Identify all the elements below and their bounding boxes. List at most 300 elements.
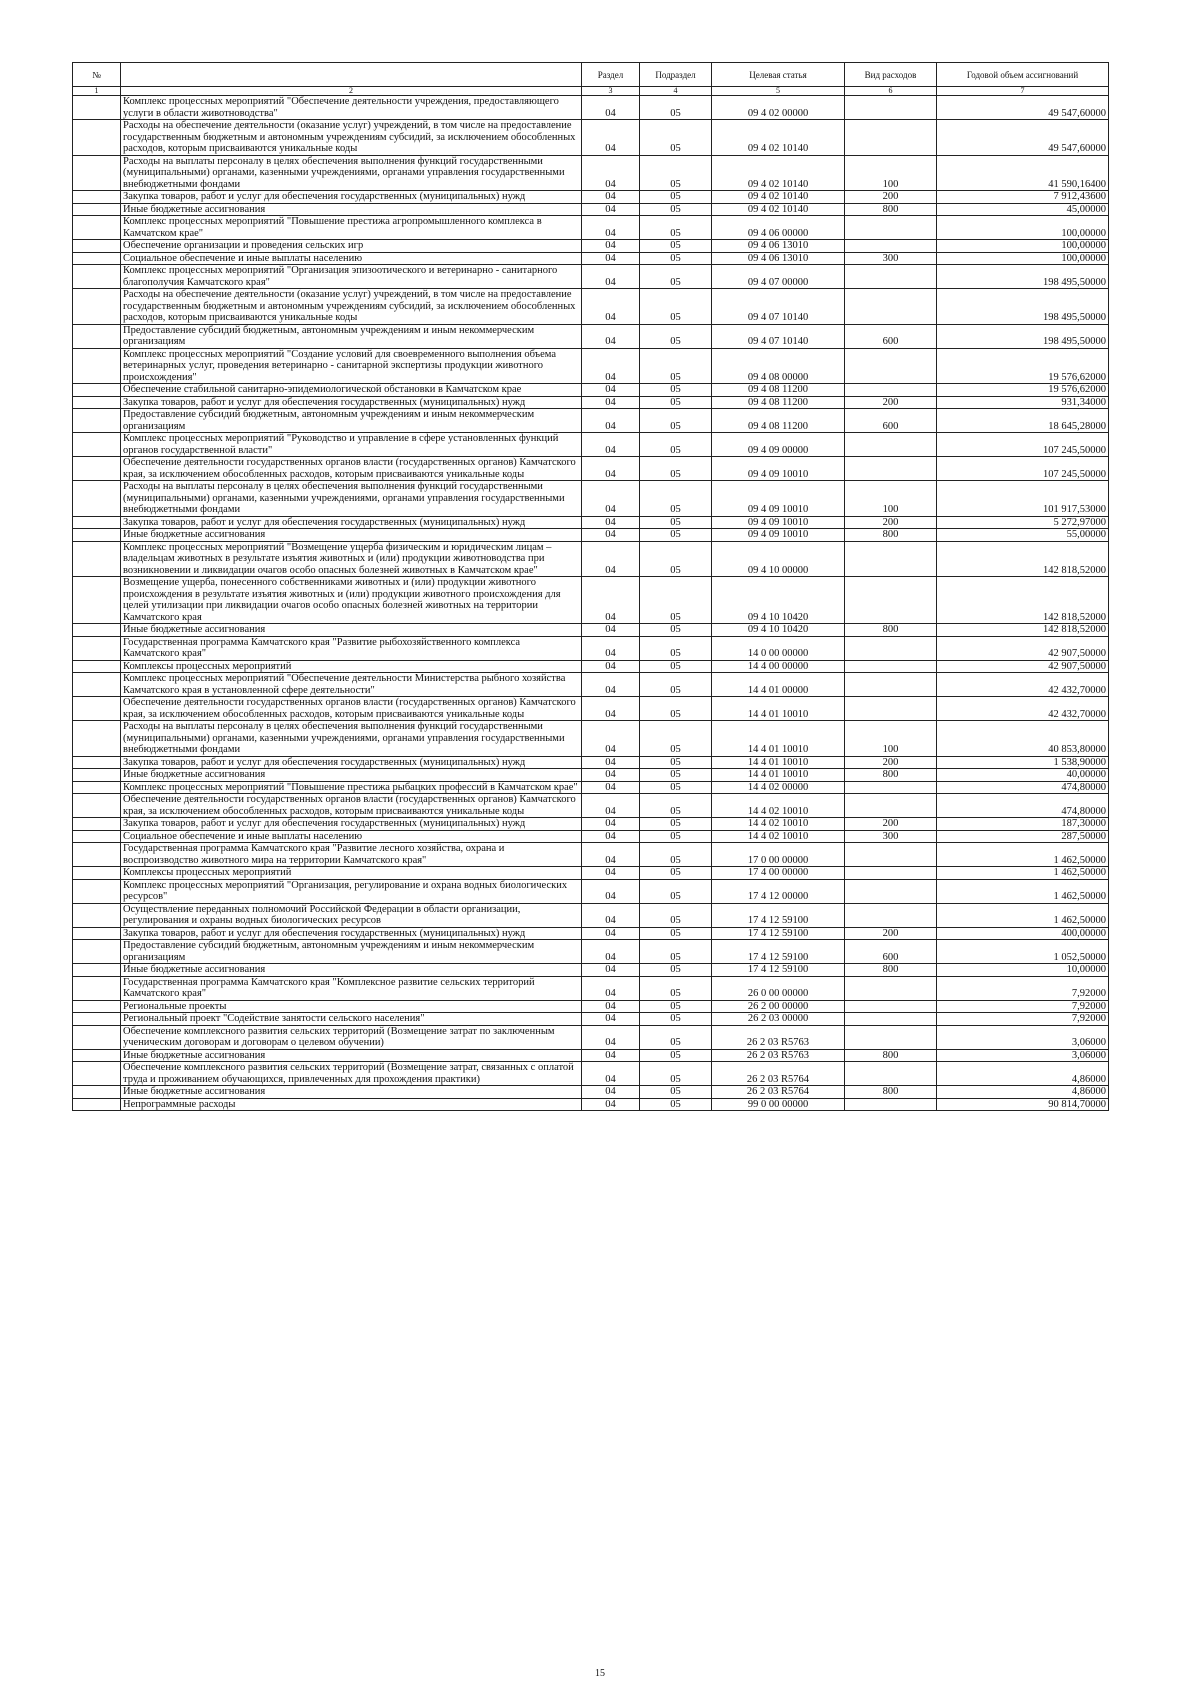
cell-name: Иные бюджетные ассигнования: [121, 624, 582, 637]
table-row: [73, 516, 1109, 529]
table-row: [73, 541, 1109, 577]
cell-section: 04: [582, 216, 640, 240]
cell-name: Возмещение ущерба, понесенного собственниками животных и (или) продукции животного происхождения в результате изъятия животных и (или) продукции животного происхождения для целей утилизации при ликвидации очагов особо опасных болезней животных на территории Камчатского края: [121, 577, 582, 624]
cell-num: [73, 794, 121, 818]
header-section: Раздел: [582, 63, 640, 87]
cell-name: Комплекс процессных мероприятий "Организация эпизоотического и ветеринарно - санитарного благополучия Камчатского края": [121, 265, 582, 289]
cell-amount: 42 432,70000: [937, 697, 1109, 721]
cell-section: 04: [582, 348, 640, 384]
cell-num: [73, 867, 121, 880]
cell-target: 09 4 10 10420: [712, 624, 845, 637]
cell-name: Комплекс процессных мероприятий "Организация, регулирование и охрана водных биологических ресурсов": [121, 879, 582, 903]
cell-target: 09 4 10 00000: [712, 541, 845, 577]
cell-type: [845, 1025, 937, 1049]
cell-type: [845, 636, 937, 660]
header-amount: Годовой объем ассигнований: [937, 63, 1109, 87]
cell-section: 04: [582, 541, 640, 577]
cell-amount: 4,86000: [937, 1062, 1109, 1086]
cell-subsection: 05: [640, 384, 712, 397]
cell-name: Предоставление субсидий бюджетным, автономным учреждениям и иным некоммерческим организациям: [121, 409, 582, 433]
cell-subsection: 05: [640, 324, 712, 348]
cell-section: 04: [582, 577, 640, 624]
cell-amount: 142 818,52000: [937, 577, 1109, 624]
cell-name: Комплекс процессных мероприятий "Повышение престижа рыбацких профессий в Камчатском крае": [121, 781, 582, 794]
cell-amount: 42 907,50000: [937, 660, 1109, 673]
cell-subsection: 05: [640, 903, 712, 927]
cell-subsection: 05: [640, 624, 712, 637]
table-row: [73, 384, 1109, 397]
cell-num: [73, 155, 121, 191]
table-row: [73, 203, 1109, 216]
cell-type: 100: [845, 155, 937, 191]
cell-subsection: 05: [640, 155, 712, 191]
cell-name: Расходы на обеспечение деятельности (оказание услуг) учреждений, в том числе на предоставление государственным бюджетным и автономным учреждениям субсидий, за исключением обособленных расходов, которым присваиваются уникальные коды: [121, 289, 582, 325]
cell-subsection: 05: [640, 781, 712, 794]
cell-amount: 49 547,60000: [937, 96, 1109, 120]
cell-num: [73, 1086, 121, 1099]
cell-num: [73, 240, 121, 253]
cell-num: [73, 252, 121, 265]
cell-amount: 474,80000: [937, 781, 1109, 794]
cell-amount: 55,00000: [937, 529, 1109, 542]
cell-subsection: 05: [640, 830, 712, 843]
table-row: [73, 481, 1109, 517]
cell-target: 09 4 06 13010: [712, 240, 845, 253]
cell-num: [73, 818, 121, 831]
cell-amount: 3,06000: [937, 1049, 1109, 1062]
cell-amount: 45,00000: [937, 203, 1109, 216]
table-row: [73, 818, 1109, 831]
budget-table: [72, 62, 1109, 1111]
cell-target: 99 0 00 00000: [712, 1098, 845, 1111]
cell-target: 17 4 12 59100: [712, 927, 845, 940]
cell-subsection: 05: [640, 516, 712, 529]
table-row: [73, 348, 1109, 384]
cell-num: [73, 843, 121, 867]
cell-target: 26 0 00 00000: [712, 976, 845, 1000]
column-index: 6: [845, 87, 937, 96]
column-index: 4: [640, 87, 712, 96]
cell-num: [73, 96, 121, 120]
cell-type: [845, 348, 937, 384]
table-row: [73, 396, 1109, 409]
table-row: [73, 769, 1109, 782]
cell-subsection: 05: [640, 697, 712, 721]
cell-type: 600: [845, 409, 937, 433]
cell-amount: 187,30000: [937, 818, 1109, 831]
cell-amount: 4,86000: [937, 1086, 1109, 1099]
cell-name: Осуществление переданных полномочий Российской Федерации в области организации, регулирования и охраны водных биологических ресурсов: [121, 903, 582, 927]
table-row: [73, 289, 1109, 325]
table-row: [73, 1062, 1109, 1086]
cell-name: Иные бюджетные ассигнования: [121, 769, 582, 782]
column-index: 1: [73, 87, 121, 96]
cell-subsection: 05: [640, 216, 712, 240]
cell-subsection: 05: [640, 940, 712, 964]
cell-name: Социальное обеспечение и иные выплаты населению: [121, 252, 582, 265]
cell-section: 04: [582, 1000, 640, 1013]
cell-amount: 100,00000: [937, 216, 1109, 240]
cell-type: [845, 96, 937, 120]
cell-target: 09 4 06 13010: [712, 252, 845, 265]
cell-subsection: 05: [640, 457, 712, 481]
cell-num: [73, 1049, 121, 1062]
table-row: [73, 457, 1109, 481]
cell-type: [845, 216, 937, 240]
cell-subsection: 05: [640, 1098, 712, 1111]
cell-type: 600: [845, 324, 937, 348]
cell-target: 17 4 12 59100: [712, 940, 845, 964]
cell-subsection: 05: [640, 252, 712, 265]
cell-amount: 5 272,97000: [937, 516, 1109, 529]
cell-amount: 142 818,52000: [937, 624, 1109, 637]
cell-type: [845, 1098, 937, 1111]
cell-amount: 7 912,43600: [937, 191, 1109, 204]
table-row: [73, 976, 1109, 1000]
cell-target: 09 4 07 00000: [712, 265, 845, 289]
cell-section: 04: [582, 756, 640, 769]
cell-num: [73, 265, 121, 289]
column-index: 7: [937, 87, 1109, 96]
cell-num: [73, 457, 121, 481]
cell-num: [73, 1098, 121, 1111]
cell-target: 26 2 00 00000: [712, 1000, 845, 1013]
cell-section: 04: [582, 240, 640, 253]
cell-target: 09 4 08 11200: [712, 384, 845, 397]
cell-num: [73, 964, 121, 977]
cell-target: 09 4 06 00000: [712, 216, 845, 240]
cell-target: 14 4 01 10010: [712, 697, 845, 721]
cell-type: 200: [845, 818, 937, 831]
cell-subsection: 05: [640, 409, 712, 433]
header-row: [73, 63, 1109, 87]
cell-target: 09 4 02 10140: [712, 191, 845, 204]
cell-section: 04: [582, 1086, 640, 1099]
cell-type: 100: [845, 481, 937, 517]
cell-subsection: 05: [640, 120, 712, 156]
cell-num: [73, 120, 121, 156]
cell-section: 04: [582, 660, 640, 673]
cell-section: 04: [582, 96, 640, 120]
cell-amount: 1 052,50000: [937, 940, 1109, 964]
cell-target: 14 4 01 00000: [712, 673, 845, 697]
cell-section: 04: [582, 781, 640, 794]
cell-type: [845, 903, 937, 927]
cell-target: 09 4 09 10010: [712, 481, 845, 517]
cell-type: [845, 697, 937, 721]
cell-type: [845, 660, 937, 673]
cell-subsection: 05: [640, 794, 712, 818]
cell-type: [845, 433, 937, 457]
table-row: [73, 265, 1109, 289]
cell-amount: 7,92000: [937, 976, 1109, 1000]
table-row: [73, 830, 1109, 843]
cell-subsection: 05: [640, 660, 712, 673]
cell-section: 04: [582, 324, 640, 348]
cell-section: 04: [582, 879, 640, 903]
cell-num: [73, 216, 121, 240]
column-index: 3: [582, 87, 640, 96]
cell-type: 800: [845, 624, 937, 637]
cell-section: 04: [582, 940, 640, 964]
cell-section: 04: [582, 191, 640, 204]
cell-type: [845, 879, 937, 903]
cell-subsection: 05: [640, 481, 712, 517]
cell-type: [845, 673, 937, 697]
table-row: [73, 433, 1109, 457]
header-name: [121, 63, 582, 87]
table-row: [73, 120, 1109, 156]
cell-target: 09 4 09 10010: [712, 529, 845, 542]
cell-subsection: 05: [640, 396, 712, 409]
table-row: [73, 964, 1109, 977]
table-row: [73, 721, 1109, 757]
cell-num: [73, 1025, 121, 1049]
cell-target: 26 2 03 R5763: [712, 1049, 845, 1062]
cell-section: 04: [582, 409, 640, 433]
cell-name: Обеспечение комплексного развития сельских территорий (Возмещение затрат по заключенным ученическим договорам и договорам о целевом обучении): [121, 1025, 582, 1049]
table-row: [73, 660, 1109, 673]
cell-name: Иные бюджетные ассигнования: [121, 1049, 582, 1062]
header-subsection: Подраздел: [640, 63, 712, 87]
cell-target: 14 4 00 00000: [712, 660, 845, 673]
cell-subsection: 05: [640, 964, 712, 977]
cell-section: 04: [582, 120, 640, 156]
cell-target: 09 4 08 00000: [712, 348, 845, 384]
table-row: [73, 756, 1109, 769]
cell-target: 09 4 09 10010: [712, 457, 845, 481]
cell-subsection: 05: [640, 867, 712, 880]
table-row: [73, 216, 1109, 240]
cell-section: 04: [582, 1098, 640, 1111]
table-row: [73, 940, 1109, 964]
cell-amount: 90 814,70000: [937, 1098, 1109, 1111]
cell-amount: 10,00000: [937, 964, 1109, 977]
cell-name: Расходы на обеспечение деятельности (оказание услуг) учреждений, в том числе на предоставление государственным бюджетным и автономным учреждениям субсидий, за исключением обособленных расходов, которым присваиваются уникальные коды: [121, 120, 582, 156]
cell-subsection: 05: [640, 96, 712, 120]
cell-amount: 42 907,50000: [937, 636, 1109, 660]
cell-amount: 19 576,62000: [937, 348, 1109, 384]
column-index: 5: [712, 87, 845, 96]
cell-type: [845, 457, 937, 481]
cell-amount: 107 245,50000: [937, 457, 1109, 481]
cell-num: [73, 697, 121, 721]
cell-amount: 474,80000: [937, 794, 1109, 818]
cell-name: Комплекс процессных мероприятий "Возмещение ущерба физическим и юридическим лицам – владельцам животных в результате изъятия животных и (или) продукции животноводства при возникновении и ликвидации очагов особо опасных болезней животных в Камчатском крае": [121, 541, 582, 577]
cell-name: Обеспечение деятельности государственных органов власти (государственных органов) Камчатского края, за исключением обособленных расходов, которым присваиваются уникальные коды: [121, 457, 582, 481]
cell-subsection: 05: [640, 927, 712, 940]
cell-target: 17 4 00 00000: [712, 867, 845, 880]
cell-subsection: 05: [640, 348, 712, 384]
cell-name: Государственная программа Камчатского края "Развитие лесного хозяйства, охрана и воспроизводство животного мира на территории Камчатского края": [121, 843, 582, 867]
cell-amount: 41 590,16400: [937, 155, 1109, 191]
cell-subsection: 05: [640, 843, 712, 867]
header-num: №: [73, 63, 121, 87]
cell-target: 14 4 02 10010: [712, 794, 845, 818]
cell-type: [845, 577, 937, 624]
cell-name: Закупка товаров, работ и услуг для обеспечения государственных (муниципальных) нужд: [121, 927, 582, 940]
cell-target: 26 2 03 00000: [712, 1013, 845, 1026]
table-row: [73, 1049, 1109, 1062]
cell-target: 09 4 08 11200: [712, 396, 845, 409]
table-row: [73, 1098, 1109, 1111]
cell-amount: 101 917,53000: [937, 481, 1109, 517]
cell-target: 09 4 07 10140: [712, 289, 845, 325]
cell-type: [845, 240, 937, 253]
cell-target: 09 4 02 10140: [712, 120, 845, 156]
table-row: [73, 673, 1109, 697]
table-row: [73, 794, 1109, 818]
cell-amount: 931,34000: [937, 396, 1109, 409]
cell-amount: 1 462,50000: [937, 903, 1109, 927]
cell-target: 17 4 12 59100: [712, 964, 845, 977]
cell-num: [73, 636, 121, 660]
cell-amount: 198 495,50000: [937, 289, 1109, 325]
cell-amount: 42 432,70000: [937, 673, 1109, 697]
cell-num: [73, 940, 121, 964]
cell-name: Государственная программа Камчатского края "Комплексное развитие сельских территорий Камчатского края": [121, 976, 582, 1000]
cell-type: [845, 1000, 937, 1013]
table-row: [73, 927, 1109, 940]
cell-amount: 400,00000: [937, 927, 1109, 940]
cell-amount: 40,00000: [937, 769, 1109, 782]
cell-section: 04: [582, 830, 640, 843]
cell-amount: 3,06000: [937, 1025, 1109, 1049]
cell-type: 800: [845, 203, 937, 216]
cell-num: [73, 781, 121, 794]
cell-name: Комплексы процессных мероприятий: [121, 660, 582, 673]
cell-section: 04: [582, 203, 640, 216]
cell-subsection: 05: [640, 289, 712, 325]
table-row: [73, 409, 1109, 433]
cell-amount: 49 547,60000: [937, 120, 1109, 156]
cell-name: Комплекс процессных мероприятий "Создание условий для своевременного выполнения объема ветеринарных услуг, проведения ветеринарно - санитарной экспертизы продукции животного происхождения": [121, 348, 582, 384]
cell-name: Обеспечение деятельности государственных органов власти (государственных органов) Камчатского края, за исключением обособленных расходов, которым присваиваются уникальные коды: [121, 697, 582, 721]
cell-name: Обеспечение стабильной санитарно-эпидемиологической обстановки в Камчатском крае: [121, 384, 582, 397]
cell-amount: 1 462,50000: [937, 843, 1109, 867]
cell-type: 200: [845, 191, 937, 204]
cell-name: Расходы на выплаты персоналу в целях обеспечения выполнения функций государственными (муниципальными) органами, казенными учреждениями, органами управления государственными внебюджетными фондами: [121, 481, 582, 517]
cell-section: 04: [582, 673, 640, 697]
cell-num: [73, 384, 121, 397]
cell-target: 14 4 02 10010: [712, 818, 845, 831]
cell-section: 04: [582, 265, 640, 289]
cell-name: Комплекс процессных мероприятий "Обеспечение деятельности учреждения, предоставляющего услуги в области животноводства": [121, 96, 582, 120]
cell-amount: 100,00000: [937, 240, 1109, 253]
cell-type: 800: [845, 1049, 937, 1062]
cell-type: 200: [845, 927, 937, 940]
cell-name: Обеспечение деятельности государственных органов власти (государственных органов) Камчатского края, за исключением обособленных расходов, которым присваиваются уникальные коды: [121, 794, 582, 818]
cell-type: 200: [845, 756, 937, 769]
cell-num: [73, 541, 121, 577]
cell-section: 04: [582, 433, 640, 457]
cell-section: 04: [582, 624, 640, 637]
cell-num: [73, 191, 121, 204]
cell-name: Комплекс процессных мероприятий "Повышение престижа агропромышленного комплекса в Камчатском крае": [121, 216, 582, 240]
cell-subsection: 05: [640, 529, 712, 542]
table-row: [73, 781, 1109, 794]
cell-type: [845, 794, 937, 818]
cell-section: 04: [582, 396, 640, 409]
cell-subsection: 05: [640, 1025, 712, 1049]
cell-amount: 198 495,50000: [937, 324, 1109, 348]
cell-subsection: 05: [640, 191, 712, 204]
cell-name: Социальное обеспечение и иные выплаты населению: [121, 830, 582, 843]
cell-amount: 107 245,50000: [937, 433, 1109, 457]
cell-type: [845, 1013, 937, 1026]
cell-name: Предоставление субсидий бюджетным, автономным учреждениям и иным некоммерческим организациям: [121, 324, 582, 348]
cell-amount: 18 645,28000: [937, 409, 1109, 433]
cell-amount: 19 576,62000: [937, 384, 1109, 397]
cell-subsection: 05: [640, 1000, 712, 1013]
cell-section: 04: [582, 529, 640, 542]
cell-target: 14 4 02 10010: [712, 830, 845, 843]
cell-target: 17 4 12 59100: [712, 903, 845, 927]
cell-type: 200: [845, 396, 937, 409]
cell-section: 04: [582, 769, 640, 782]
table-row: [73, 191, 1109, 204]
cell-section: 04: [582, 867, 640, 880]
cell-amount: 40 853,80000: [937, 721, 1109, 757]
cell-target: 09 4 08 11200: [712, 409, 845, 433]
table-row: [73, 324, 1109, 348]
cell-section: 04: [582, 1025, 640, 1049]
table-row: [73, 252, 1109, 265]
table-row: [73, 96, 1109, 120]
cell-name: Закупка товаров, работ и услуг для обеспечения государственных (муниципальных) нужд: [121, 191, 582, 204]
cell-num: [73, 927, 121, 940]
cell-type: [845, 541, 937, 577]
header-type: Вид расходов: [845, 63, 937, 87]
cell-num: [73, 516, 121, 529]
cell-target: 09 4 07 10140: [712, 324, 845, 348]
cell-amount: 100,00000: [937, 252, 1109, 265]
cell-name: Непрограммные расходы: [121, 1098, 582, 1111]
cell-amount: 1 462,50000: [937, 879, 1109, 903]
cell-type: 800: [845, 1086, 937, 1099]
table-row: [73, 1000, 1109, 1013]
cell-num: [73, 396, 121, 409]
column-index-row: [73, 87, 1109, 96]
cell-num: [73, 830, 121, 843]
cell-section: 04: [582, 1013, 640, 1026]
table-row: [73, 1025, 1109, 1049]
cell-subsection: 05: [640, 203, 712, 216]
cell-name: Обеспечение организации и проведения сельских игр: [121, 240, 582, 253]
cell-target: 26 2 03 R5763: [712, 1025, 845, 1049]
table-body: [73, 96, 1109, 1111]
cell-target: 14 4 01 10010: [712, 721, 845, 757]
cell-name: Иные бюджетные ассигнования: [121, 1086, 582, 1099]
table-row: [73, 624, 1109, 637]
cell-subsection: 05: [640, 240, 712, 253]
cell-target: 09 4 02 10140: [712, 203, 845, 216]
cell-amount: 198 495,50000: [937, 265, 1109, 289]
cell-subsection: 05: [640, 1086, 712, 1099]
table-row: [73, 529, 1109, 542]
cell-section: 04: [582, 927, 640, 940]
cell-amount: 287,50000: [937, 830, 1109, 843]
cell-num: [73, 1013, 121, 1026]
cell-type: 800: [845, 964, 937, 977]
cell-type: 100: [845, 721, 937, 757]
cell-num: [73, 624, 121, 637]
cell-name: Закупка товаров, работ и услуг для обеспечения государственных (муниципальных) нужд: [121, 396, 582, 409]
cell-section: 04: [582, 481, 640, 517]
cell-type: [845, 976, 937, 1000]
cell-type: [845, 1062, 937, 1086]
cell-subsection: 05: [640, 265, 712, 289]
